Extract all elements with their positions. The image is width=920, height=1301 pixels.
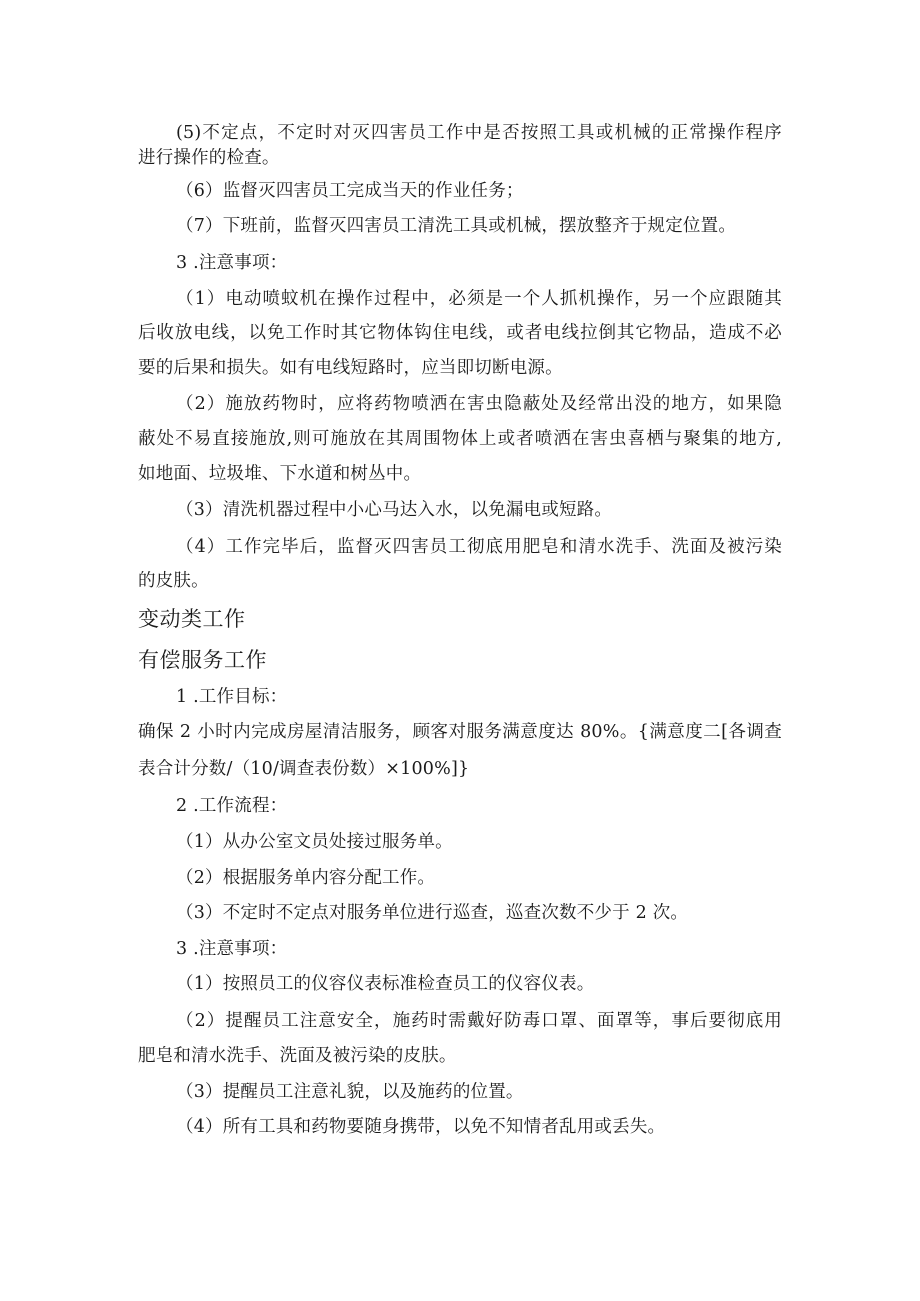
goal-line-1: 确保 2 小时内完成房屋清洁服务，顾客对服务满意度达 80%。{满意度二[各调查 <box>138 722 782 742</box>
item-5-line-1: (5)不定点，不定时对灭四害员工作中是否按照工具或机械的正常操作程序 <box>176 123 782 143</box>
note-3: （3）清洗机器过程中小心马达入水，以免漏电或短路。 <box>176 500 613 520</box>
heading-changes: 变动类工作 <box>138 607 246 631</box>
service-note-4: （4）所有工具和药物要随身携带，以免不知情者乱用或丢失。 <box>176 1117 666 1137</box>
note-1-line-2: 后收放电线，以免工作时其它物体钩住电线，或者电线拉倒其它物品，造成不必 <box>138 323 782 343</box>
notes-heading-2: 3 .注意事项： <box>176 939 288 959</box>
notes-heading-1: 3 .注意事项： <box>176 253 288 273</box>
item-5-line-2: 进行操作的检查。 <box>138 148 280 168</box>
heading-paid-service: 有偿服务工作 <box>138 648 267 672</box>
service-note-1: （1）按照员工的仪容仪表标准检查员工的仪容仪表。 <box>176 974 595 994</box>
note-4-line-2: 的皮肤。 <box>138 571 209 591</box>
item-6: （6）监督灭四害员工完成当天的作业任务； <box>176 181 524 201</box>
flow-3: （3）不定时不定点对服务单位进行巡查，巡查次数不少于 2 次。 <box>176 903 689 923</box>
note-1-line-3: 要的后果和损失。如有电线短路时，应当即切断电源。 <box>138 358 563 378</box>
note-4-line-1: （4）工作完毕后，监督灭四害员工彻底用肥皂和清水洗手、洗面及被污染 <box>176 537 782 557</box>
flow-heading: 2 .工作流程： <box>176 796 288 816</box>
flow-2: （2）根据服务单内容分配工作。 <box>176 868 436 888</box>
note-2-line-1: （2）施放药物时，应将药物喷洒在害虫隐蔽处及经常出没的地方，如果隐 <box>176 394 782 414</box>
note-2-line-2: 蔽处不易直接施放,则可施放在其周围物体上或者喷洒在害虫喜栖与聚集的地方, <box>138 429 782 449</box>
note-1-line-1: （1）电动喷蚊机在操作过程中，必须是一个人抓机操作，另一个应跟随其 <box>176 289 782 309</box>
service-note-3: （3）提醒员工注意礼貌，以及施药的位置。 <box>176 1082 524 1102</box>
goal-line-2: 表合计分数/（10/调查表份数）×100%]} <box>138 759 470 779</box>
goal-heading: 1 .工作目标： <box>176 687 288 707</box>
flow-1: （1）从办公室文员处接过服务单。 <box>176 832 453 852</box>
service-note-2-line-1: （2）提醒员工注意安全，施药时需戴好防毒口罩、面罩等，事后要彻底用 <box>176 1011 782 1031</box>
item-7: （7）下班前，监督灭四害员工清洗工具或机械，摆放整齐于规定位置。 <box>176 216 737 236</box>
note-2-line-3: 如地面、垃圾堆、下水道和树丛中。 <box>138 464 422 484</box>
service-note-2-line-2: 肥皂和清水洗手、洗面及被污染的皮肤。 <box>138 1046 457 1066</box>
